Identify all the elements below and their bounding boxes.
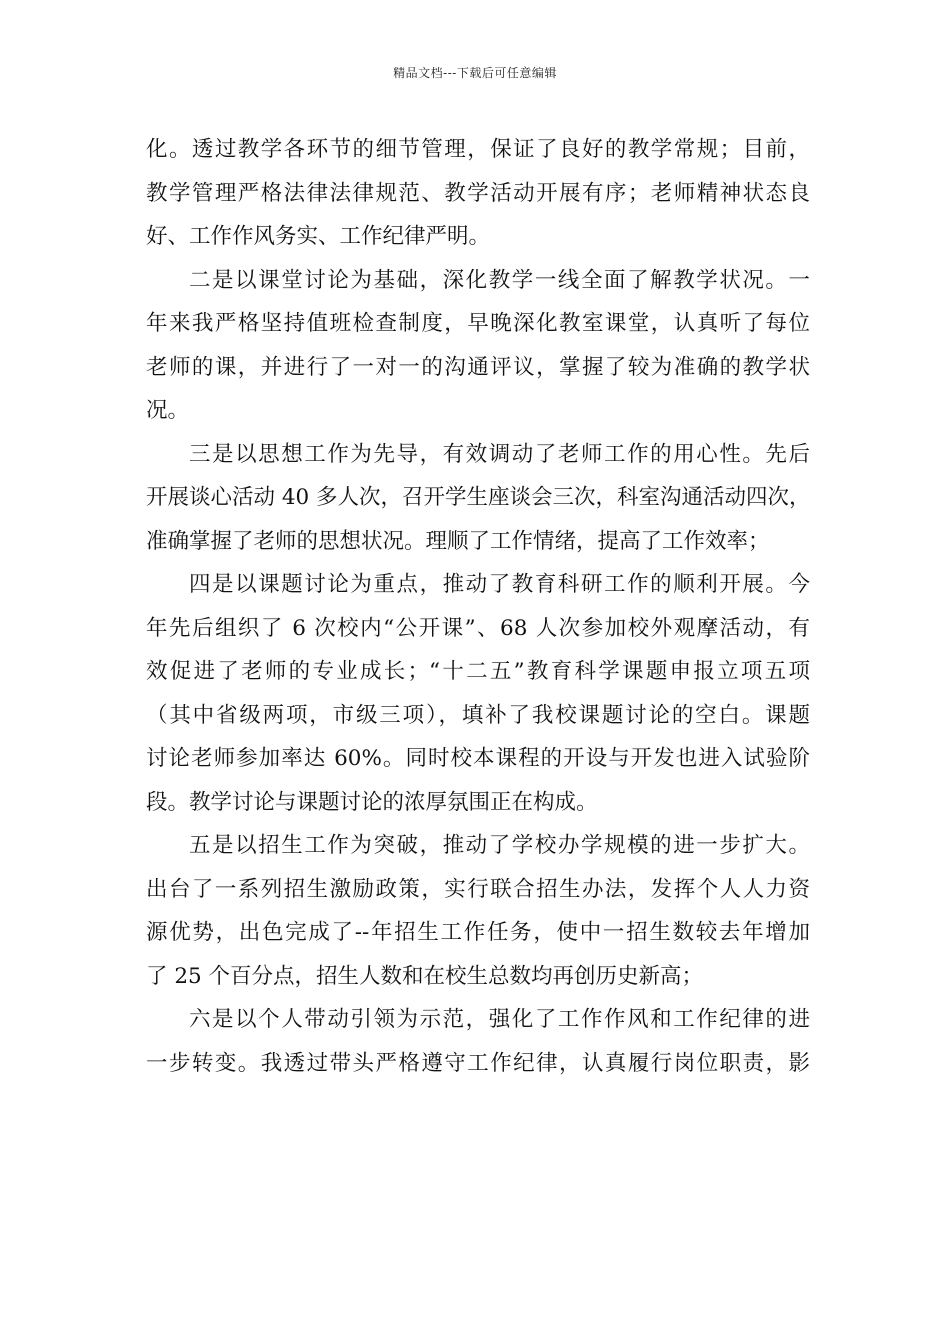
page-header: 精品文档---下载后可任意编辑 <box>393 66 557 80</box>
text-line: 出台了一系列招生激励政策，实行联合招生办法，发挥个人人力资 <box>146 876 810 902</box>
text-line: 好、工作作风务实、工作纪律严明。 <box>146 224 491 249</box>
text-line: 况。 <box>146 398 190 423</box>
text-line: 准确掌握了老师的思想状况。理顺了工作情绪，提高了工作效率； <box>146 528 770 554</box>
text-line: 了 25 个百分点，招生人数和在校生总数均再创历史新高； <box>146 963 704 989</box>
text-line: 年来我严格坚持值班检查制度，早晚深化教室课堂，认真听了每位 <box>146 311 810 336</box>
text-line: 效促进了老师的专业成长；“十二五”教育科学课题申报立项五项 <box>146 659 810 684</box>
text-line: （其中省级两项，市级三项），填补了我校课题讨论的空白。课题 <box>146 702 810 728</box>
document-body <box>146 128 810 1085</box>
text-line: 教学管理严格法律法律规范、教学活动开展有序；老师精神状态良 <box>146 180 810 206</box>
text-line: 一步转变。我透过带头严格遵守工作纪律，认真履行岗位职责，影 <box>146 1050 810 1076</box>
paragraph-first-line: 五是以招生工作为突破，推动了学校办学规模的进一步扩大。 <box>189 833 810 858</box>
text-line: 化。透过教学各环节的细节管理，保证了良好的教学常规；目前， <box>146 137 810 162</box>
text-line: 源优势，出色完成了--年招生工作任务，使中一招生数较去年增加 <box>146 920 810 945</box>
paragraph-first-line: 六是以个人带动引领为示范，强化了工作作风和工作纪律的进 <box>189 1007 810 1032</box>
text-line: 年先后组织了 6 次校内“公开课”、68 人次参加校外观摩活动，有 <box>146 615 810 641</box>
text-line: 老师的课，并进行了一对一的沟通评议，掌握了较为准确的教学状 <box>146 354 810 380</box>
paragraph-first-line: 四是以课题讨论为重点，推动了教育科研工作的顺利开展。今 <box>189 572 810 597</box>
text-line: 段。教学讨论与课题讨论的浓厚氛围正在构成。 <box>146 789 598 815</box>
text-line: 讨论老师参加率达 60%。同时校本课程的开设与开发也进入试验阶 <box>146 746 810 771</box>
paragraph-first-line: 三是以思想工作为先导，有效调动了老师工作的用心性。先后 <box>189 441 810 467</box>
paragraph-first-line: 二是以课堂讨论为基础，深化教学一线全面了解教学状况。一 <box>189 267 810 293</box>
text-line: 开展谈心活动 40 多人次，召开学生座谈会三次，科室沟通活动四次， <box>146 485 811 510</box>
